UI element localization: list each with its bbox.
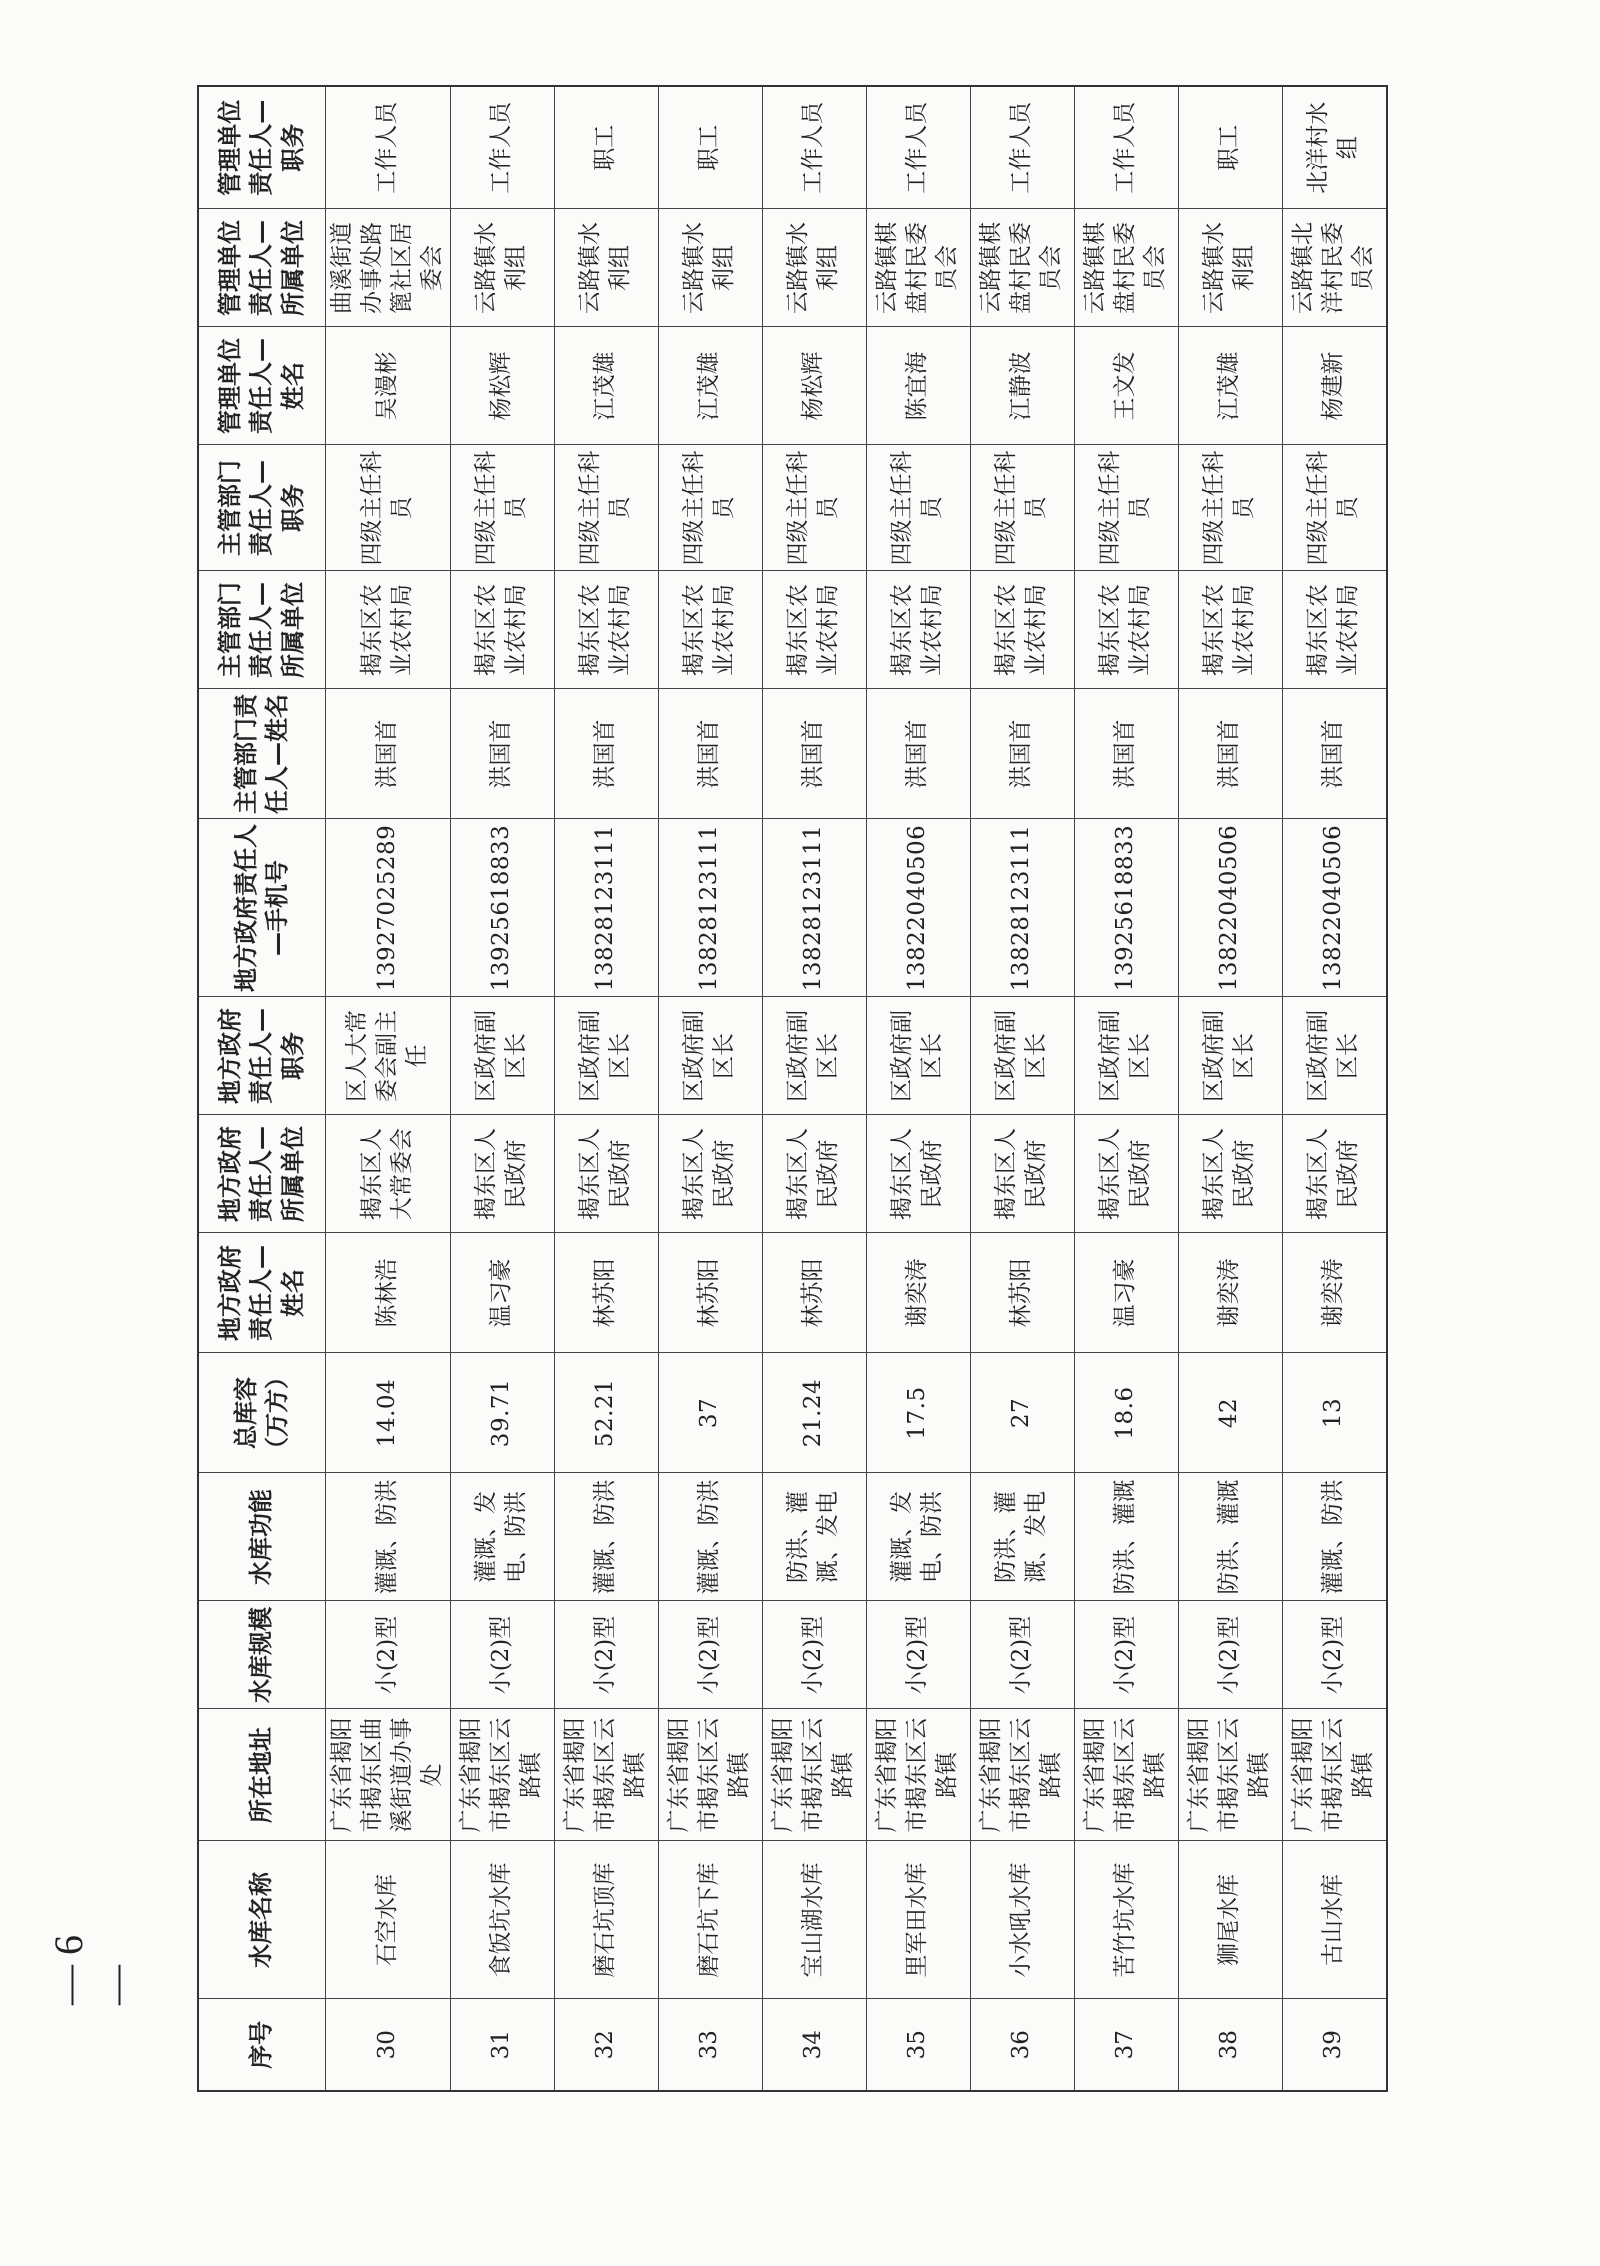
column-header: 水库规模 [198,1601,326,1709]
table-cell: 小(2)型 [1282,1601,1387,1709]
table-cell: 曲溪街道办事处路篦社区居委会 [326,209,451,327]
table-cell: 江静波 [970,327,1074,445]
table-header-row [198,86,326,2091]
table-cell: 13 [1282,1353,1387,1473]
table-cell: 区政府副区长 [554,997,658,1115]
table-cell: 云路镇棋盘村民委员会 [970,209,1074,327]
column-header: 管理单位责任人—职务 [198,86,326,209]
table-cell: 广东省揭阳市揭东区云路镇 [762,1709,866,1841]
table-cell: 云路镇棋盘村民委员会 [1074,209,1178,327]
table-cell: 四级主任科员 [866,445,970,571]
table-cell: 食饭坑水库 [450,1841,554,1999]
table-cell: 云路镇水利组 [658,209,762,327]
table-cell: 13828123111 [762,819,866,997]
table-cell: 揭东区农业农村局 [326,571,451,689]
table-cell: 陈林浩 [326,1233,451,1353]
table-row [554,86,658,2091]
table-cell: 揭东区人民政府 [658,1115,762,1233]
table-cell: 区政府副区长 [658,997,762,1115]
table-cell: 区政府副区长 [762,997,866,1115]
table-cell: 39.71 [450,1353,554,1473]
table-cell: 揭东区人民政府 [1178,1115,1282,1233]
table-cell: 27 [970,1353,1074,1473]
table-cell: 13822040506 [1282,819,1387,997]
table-cell: 洪国首 [762,689,866,819]
table-cell: 13822040506 [866,819,970,997]
table-cell: 灌溉、发电、防洪 [450,1473,554,1601]
table-cell: 工作人员 [326,86,451,209]
table-cell: 揭东区人民政府 [1074,1115,1178,1233]
table-cell: 工作人员 [1074,86,1178,209]
table-cell: 14.04 [326,1353,451,1473]
table-cell: 13828123111 [658,819,762,997]
table-cell: 职工 [658,86,762,209]
table-cell: 区政府副区长 [1074,997,1178,1115]
table-cell: 揭东区人民政府 [866,1115,970,1233]
table-cell: 36 [970,1999,1074,2091]
page-number: — 6 — [46,1935,138,2005]
table-cell: 云路镇水利组 [554,209,658,327]
table-cell: 云路镇水利组 [762,209,866,327]
table-cell: 52.21 [554,1353,658,1473]
table-cell: 小(2)型 [326,1601,451,1709]
table-cell: 洪国首 [658,689,762,819]
table-body [326,86,1387,2091]
table-cell: 吴漫彬 [326,327,451,445]
table-cell: 林苏阳 [658,1233,762,1353]
table-row [970,86,1074,2091]
table-cell: 灌溉、防洪 [658,1473,762,1601]
table-cell: 洪国首 [326,689,451,819]
table-cell: 区政府副区长 [970,997,1074,1115]
table-cell: 杨建新 [1282,327,1387,445]
table-cell: 32 [554,1999,658,2091]
table-cell: 石空水库 [326,1841,451,1999]
table-cell: 灌溉、防洪 [326,1473,451,1601]
table-cell: 北洋村水组 [1282,86,1387,209]
table-cell: 37 [658,1353,762,1473]
table-row [762,86,866,2091]
table-cell: 30 [326,1999,451,2091]
table-cell: 揭东区人大常委会 [326,1115,451,1233]
table-cell: 35 [866,1999,970,2091]
table-cell: 云路镇棋盘村民委员会 [866,209,970,327]
table-cell: 区政府副区长 [1282,997,1387,1115]
column-header: 管理单位责任人—所属单位 [198,209,326,327]
table-cell: 江茂雄 [554,327,658,445]
table-cell: 揭东区农业农村局 [1282,571,1387,689]
column-header: 主管部门责任人—职务 [198,445,326,571]
table-cell: 13828123111 [970,819,1074,997]
column-header: 主管部门责任人—所属单位 [198,571,326,689]
table-cell: 工作人员 [970,86,1074,209]
table-cell: 揭东区农业农村局 [762,571,866,689]
table-row [1282,86,1387,2091]
table-cell: 小(2)型 [970,1601,1074,1709]
table-cell: 四级主任科员 [554,445,658,571]
table-cell: 江茂雄 [658,327,762,445]
table-cell: 防洪、灌溉 [1074,1473,1178,1601]
table-cell: 四级主任科员 [1282,445,1387,571]
table-cell: 广东省揭阳市揭东区云路镇 [450,1709,554,1841]
table-cell: 小(2)型 [866,1601,970,1709]
table-cell: 四级主任科员 [1178,445,1282,571]
table-cell: 王文发 [1074,327,1178,445]
table-cell: 小(2)型 [1074,1601,1178,1709]
table-cell: 里军田水库 [866,1841,970,1999]
table-row [1074,86,1178,2091]
table-cell: 四级主任科员 [970,445,1074,571]
table-cell: 39 [1282,1999,1387,2091]
table-cell: 揭东区人民政府 [762,1115,866,1233]
table-cell: 古山水库 [1282,1841,1387,1999]
table-cell: 谢奕涛 [1178,1233,1282,1353]
table-cell: 温习豪 [1074,1233,1178,1353]
table-cell: 广东省揭阳市揭东区云路镇 [1074,1709,1178,1841]
table-cell: 揭东区人民政府 [1282,1115,1387,1233]
table-cell: 揭东区农业农村局 [866,571,970,689]
table-cell: 揭东区农业农村局 [554,571,658,689]
table-cell: 37 [1074,1999,1178,2091]
table-cell: 江茂雄 [1178,327,1282,445]
column-header: 水库名称 [198,1841,326,1999]
table-row [658,86,762,2091]
table-cell: 苦竹坑水库 [1074,1841,1178,1999]
table-cell: 揭东区人民政府 [970,1115,1074,1233]
table-cell: 小(2)型 [762,1601,866,1709]
table-cell: 四级主任科员 [1074,445,1178,571]
table-cell: 防洪、灌溉、发电 [762,1473,866,1601]
table-cell: 防洪、灌溉 [1178,1473,1282,1601]
table-cell: 谢奕涛 [1282,1233,1387,1353]
table-cell: 工作人员 [762,86,866,209]
table-cell: 揭东区人民政府 [554,1115,658,1233]
table-cell: 杨松辉 [762,327,866,445]
table-cell: 区政府副区长 [1178,997,1282,1115]
table-cell: 洪国首 [450,689,554,819]
table-cell: 34 [762,1999,866,2091]
table-cell: 四级主任科员 [326,445,451,571]
table-cell: 33 [658,1999,762,2091]
column-header: 地方政府责任人—职务 [198,997,326,1115]
table-row [450,86,554,2091]
table-cell: 灌溉、防洪 [1282,1473,1387,1601]
table-cell: 工作人员 [866,86,970,209]
table-cell: 广东省揭阳市揭东区云路镇 [970,1709,1074,1841]
table-cell: 洪国首 [970,689,1074,819]
column-header: 序号 [198,1999,326,2091]
table-cell: 区政府副区长 [866,997,970,1115]
table-cell: 广东省揭阳市揭东区曲溪街道办事处 [326,1709,451,1841]
table-cell: 揭东区农业农村局 [970,571,1074,689]
table-cell: 揭东区农业农村局 [1178,571,1282,689]
table-cell: 小(2)型 [554,1601,658,1709]
column-header: 主管部门责任人—姓名 [198,689,326,819]
table-cell: 云路镇水利组 [450,209,554,327]
table-cell: 宝山湖水库 [762,1841,866,1999]
table-cell: 温习豪 [450,1233,554,1353]
table-cell: 四级主任科员 [450,445,554,571]
table-cell: 13927025289 [326,819,451,997]
table-cell: 洪国首 [866,689,970,819]
column-header: 总库容（万方） [198,1353,326,1473]
table-cell: 小(2)型 [1178,1601,1282,1709]
table-cell: 洪国首 [1282,689,1387,819]
table-cell: 灌溉、发电、防洪 [866,1473,970,1601]
table-row [326,86,451,2091]
column-header: 所在地址 [198,1709,326,1841]
table-cell: 揭东区农业农村局 [1074,571,1178,689]
table-cell: 小水吼水库 [970,1841,1074,1999]
table-cell: 区人大常委会副主任 [326,997,451,1115]
table-cell: 职工 [554,86,658,209]
table-cell: 13925618833 [450,819,554,997]
table-cell: 磨石坑顶库 [554,1841,658,1999]
table-cell: 揭东区农业农村局 [450,571,554,689]
table-cell: 陈宜海 [866,327,970,445]
table-cell: 揭东区人民政府 [450,1115,554,1233]
table-cell: 狮尾水库 [1178,1841,1282,1999]
table-cell: 杨松辉 [450,327,554,445]
table-cell: 林苏阳 [762,1233,866,1353]
reservoir-responsibility-table-container [197,99,1376,2092]
table-cell: 防洪、灌溉、发电 [970,1473,1074,1601]
reservoir-responsibility-table [197,85,1388,2092]
table-cell: 42 [1178,1353,1282,1473]
table-cell: 广东省揭阳市揭东区云路镇 [1178,1709,1282,1841]
table-cell: 13925618833 [1074,819,1178,997]
table-cell: 林苏阳 [554,1233,658,1353]
table-cell: 区政府副区长 [450,997,554,1115]
table-cell: 四级主任科员 [762,445,866,571]
column-header: 地方政府责任人—手机号 [198,819,326,997]
table-cell: 18.6 [1074,1353,1178,1473]
table-cell: 广东省揭阳市揭东区云路镇 [554,1709,658,1841]
column-header: 管理单位责任人—姓名 [198,327,326,445]
table-cell: 21.24 [762,1353,866,1473]
table-cell: 广东省揭阳市揭东区云路镇 [866,1709,970,1841]
table-cell: 职工 [1178,86,1282,209]
table-cell: 工作人员 [450,86,554,209]
table-cell: 灌溉、防洪 [554,1473,658,1601]
column-header: 水库功能 [198,1473,326,1601]
table-cell: 磨石坑下库 [658,1841,762,1999]
table-cell: 小(2)型 [658,1601,762,1709]
table-cell: 广东省揭阳市揭东区云路镇 [1282,1709,1387,1841]
table-row [866,86,970,2091]
table-cell: 林苏阳 [970,1233,1074,1353]
table-cell: 17.5 [866,1353,970,1473]
table-cell: 洪国首 [554,689,658,819]
table-cell: 云路镇水利组 [1178,209,1282,327]
table-cell: 洪国首 [1178,689,1282,819]
table-cell: 13828123111 [554,819,658,997]
table-row [1178,86,1282,2091]
table-cell: 31 [450,1999,554,2091]
table-cell: 广东省揭阳市揭东区云路镇 [658,1709,762,1841]
table-cell: 38 [1178,1999,1282,2091]
table-cell: 揭东区农业农村局 [658,571,762,689]
table-cell: 四级主任科员 [658,445,762,571]
table-cell: 洪国首 [1074,689,1178,819]
column-header: 地方政府责任人—所属单位 [198,1115,326,1233]
table-cell: 云路镇北洋村民委员会 [1282,209,1387,327]
column-header: 地方政府责任人—姓名 [198,1233,326,1353]
table-cell: 13822040506 [1178,819,1282,997]
table-cell: 小(2)型 [450,1601,554,1709]
table-cell: 谢奕涛 [866,1233,970,1353]
